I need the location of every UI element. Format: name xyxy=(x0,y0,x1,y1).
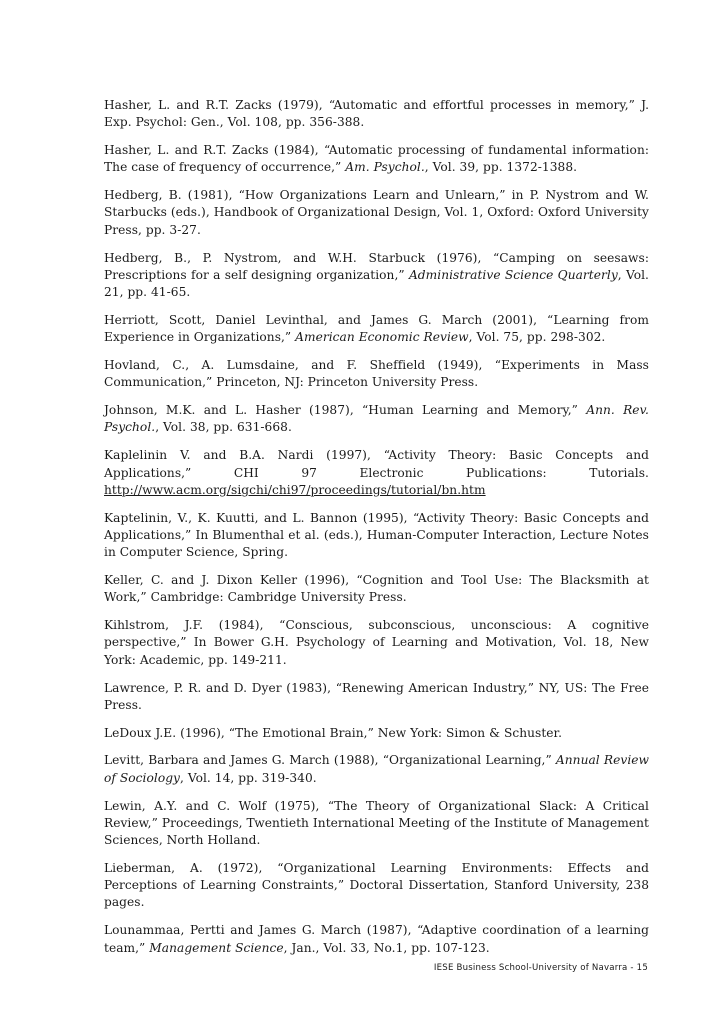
reference-italic-title: Annual Review of Sociology xyxy=(104,753,650,785)
reference-entry xyxy=(104,752,649,787)
reference-entry xyxy=(104,680,649,715)
reference-entry xyxy=(104,142,649,177)
reference-text: Kaplelinin V. and B.A. Nardi (1997), “Activity Theory: Basic Concepts and Applications,” CHI 97 Electronic Publications: Tutorials. xyxy=(104,448,649,480)
reference-entry xyxy=(104,187,649,239)
reference-italic-title: Ann. Rev. Psychol. xyxy=(104,403,649,435)
reference-link[interactable]: http://www.acm.org/sigchi/chi97/proceedings/tutorial/bn.htm xyxy=(104,482,486,497)
page-footer: IESE Business School-University of Navarra - 15 xyxy=(433,963,648,973)
reference-italic-title: Management Science xyxy=(149,940,284,955)
reference-text: Johnson, M.K. and L. Hasher (1987), “Human Learning and Memory,” xyxy=(104,403,587,418)
reference-entry xyxy=(104,402,649,437)
reference-text: Hedberg, B. (1981), “How Organizations Learn and Unlearn,” in P. Nystrom and W. Starbucks (eds.), Handbook of Organizational Design, Vol. 1, Oxford: Oxford University Press, pp. 3-27. xyxy=(104,188,649,237)
reference-text: Hovland, C., A. Lumsdaine, and F. Sheffield (1949), “Experiments in Mass Communication,” Princeton, NJ: Princeton University Press. xyxy=(104,358,649,390)
reference-text: Keller, C. and J. Dixon Keller (1996), “Cognition and Tool Use: The Blacksmith at Work,” Cambridge: Cambridge University Press. xyxy=(104,573,649,605)
reference-text: Kaptelinin, V., K. Kuutti, and L. Bannon (1995), “Activity Theory: Basic Concepts and Applications,” In Blumenthal et al. (eds.), Human-Computer Interaction, Lecture Notes in Computer Science, Spring. xyxy=(104,510,649,560)
reference-text: Levitt, Barbara and James G. March (1988), “Organizational Learning,” xyxy=(104,753,556,768)
reference-entry xyxy=(104,617,649,669)
reference-entry xyxy=(104,572,649,607)
reference-entry xyxy=(104,97,649,132)
reference-entry xyxy=(104,725,649,742)
reference-italic-title: Administrative Science Quarterly xyxy=(408,267,618,282)
reference-text: Lounammaa, Pertti and James G. March (1987), “Adaptive coordination of a learning team,” xyxy=(104,923,649,955)
reference-entry xyxy=(104,312,649,347)
reference-text: , Vol. 21, pp. 41-65. xyxy=(104,267,649,300)
reference-text: LeDoux J.E. (1996), “The Emotional Brain,” New York: Simon & Schuster. xyxy=(104,725,563,740)
reference-text: Hasher, L. and R.T. Zacks (1979), “Automatic and effortful processes in memory,” J. Exp. Psychol: Gen., Vol. 108, pp. 356-388. xyxy=(104,98,649,130)
reference-text: Kihlstrom, J.F. (1984), “Conscious, subconscious, unconscious: A cognitive perspective,” In Bower G.H. Psychology of Learning and Motivation, Vol. 18, New York: Academic, pp. 149-211. xyxy=(104,618,649,667)
references-list xyxy=(104,97,649,967)
reference-entry xyxy=(104,922,649,957)
reference-entry xyxy=(104,357,649,392)
reference-entry xyxy=(104,510,649,562)
reference-entry xyxy=(104,250,649,302)
reference-italic-title: American Economic Review xyxy=(295,330,469,345)
reference-text: Lieberman, A. (1972), “Organizational Learning Environments: Effects and Perceptions of Learning Constraints,” Doctoral Dissertation, Stanford University, 238 pages. xyxy=(104,860,649,910)
reference-entry xyxy=(104,860,649,912)
reference-text: , Vol. 14, pp. 319-340. xyxy=(180,770,317,785)
reference-text: , Vol. 39, pp. 1372-1388. xyxy=(424,160,578,175)
reference-entry xyxy=(104,798,649,850)
reference-text: Herriott, Scott, Daniel Levinthal, and James G. March (2001), “Learning from Experience in Organizations,” xyxy=(104,312,649,345)
reference-text: , Vol. 75, pp. 298-302. xyxy=(468,330,606,345)
reference-text: , Jan., Vol. 33, No.1, pp. 107-123. xyxy=(283,940,490,955)
reference-text: Lewin, A.Y. and C. Wolf (1975), “The Theory of Organizational Slack: A Critical Review,” Proceedings, Twentieth International Meeting of the Institute of Management Sciences, North Holland. xyxy=(104,798,649,848)
reference-text: Hedberg, B., P. Nystrom, and W.H. Starbuck (1976), “Camping on seesaws: Prescriptions for a self designing organization,” xyxy=(104,250,649,282)
reference-text: Lawrence, P. R. and D. Dyer (1983), “Renewing American Industry,” NY, US: The Free Press. xyxy=(104,680,649,712)
reference-text: , Vol. 38, pp. 631-668. xyxy=(155,420,292,435)
reference-italic-title: Am. Psychol. xyxy=(345,160,425,175)
reference-entry xyxy=(104,447,649,499)
reference-text: Hasher, L. and R.T. Zacks (1984), “Automatic processing of fundamental information: The case of frequency of occurrence,” xyxy=(104,143,649,175)
